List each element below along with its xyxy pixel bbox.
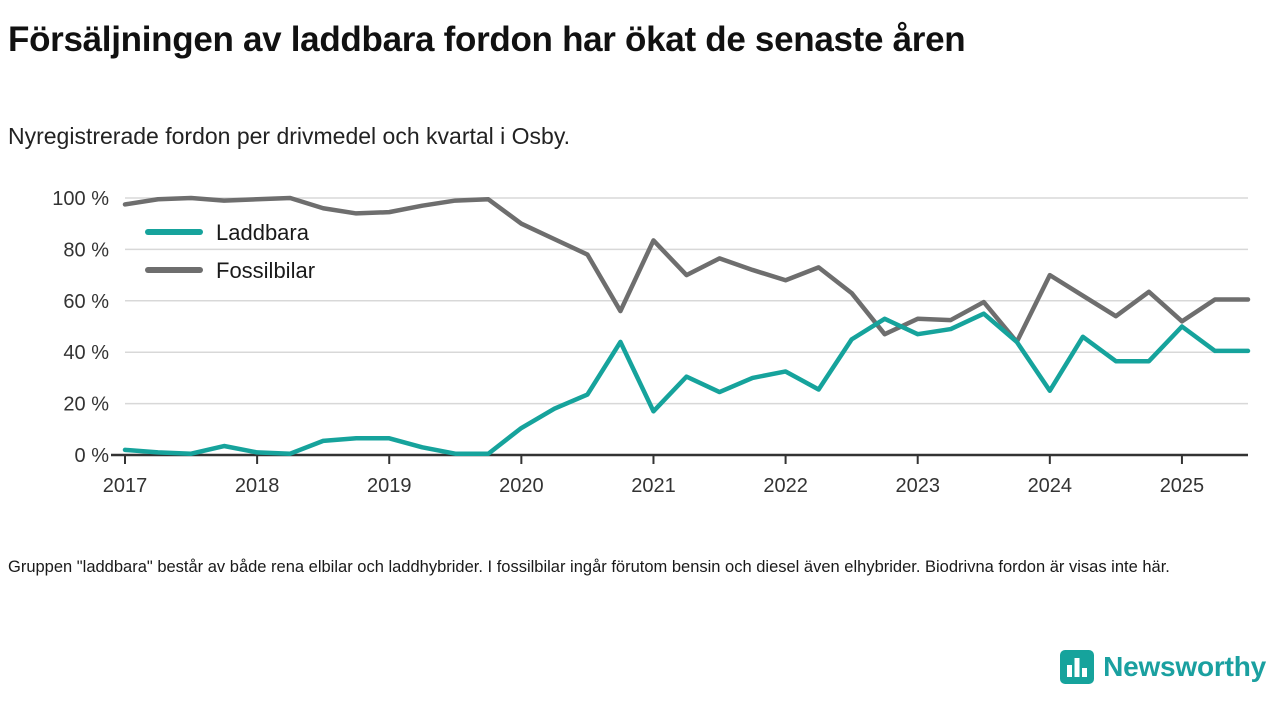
chart-legend [148, 220, 315, 283]
page-subtitle: Nyregistrerade fordon per drivmedel och kvartal i Osby. [8, 123, 571, 149]
legend-label: Laddbara [216, 220, 309, 245]
x-tick-label: 2023 [895, 475, 940, 497]
x-tick-label: 2019 [366, 475, 412, 497]
y-tick-label: 100 % [52, 188, 109, 210]
line-chart [0, 170, 1280, 510]
x-axis-labels [103, 475, 1204, 497]
x-tick-label: 2020 [499, 475, 544, 497]
x-tick-label: 2025 [1159, 475, 1205, 497]
x-tick-label: 2024 [1027, 475, 1073, 497]
x-tick-label: 2021 [631, 475, 676, 497]
x-axis-ticks [125, 455, 1182, 464]
x-tick-label: 2018 [234, 475, 280, 497]
x-tick-label: 2022 [763, 475, 808, 497]
y-tick-label: 80 % [63, 239, 109, 262]
y-tick-label: 40 % [63, 342, 109, 365]
page-title: Försäljningen av laddbara fordon har ökat de senaste åren [8, 20, 966, 59]
y-axis-labels [52, 188, 109, 467]
brand-logo [1060, 650, 1266, 684]
y-tick-label: 60 % [63, 290, 109, 313]
chart-svg [0, 170, 1280, 510]
legend-label: Fossilbilar [216, 258, 316, 283]
brand-name: Newsworthy [1103, 651, 1266, 682]
y-tick-label: 0 % [74, 445, 109, 467]
chart-footnote: Gruppen "laddbara" består av både rena elbilar och laddhybrider. I fossilbilar ingår förutom bensin och diesel även elhybrider. Biodrivna fordon är visas inte här. [8, 558, 1170, 576]
bar-chart-icon [1060, 650, 1094, 684]
y-tick-label: 20 % [63, 393, 109, 416]
x-tick-label: 2017 [102, 475, 148, 497]
series-line [125, 314, 1248, 454]
